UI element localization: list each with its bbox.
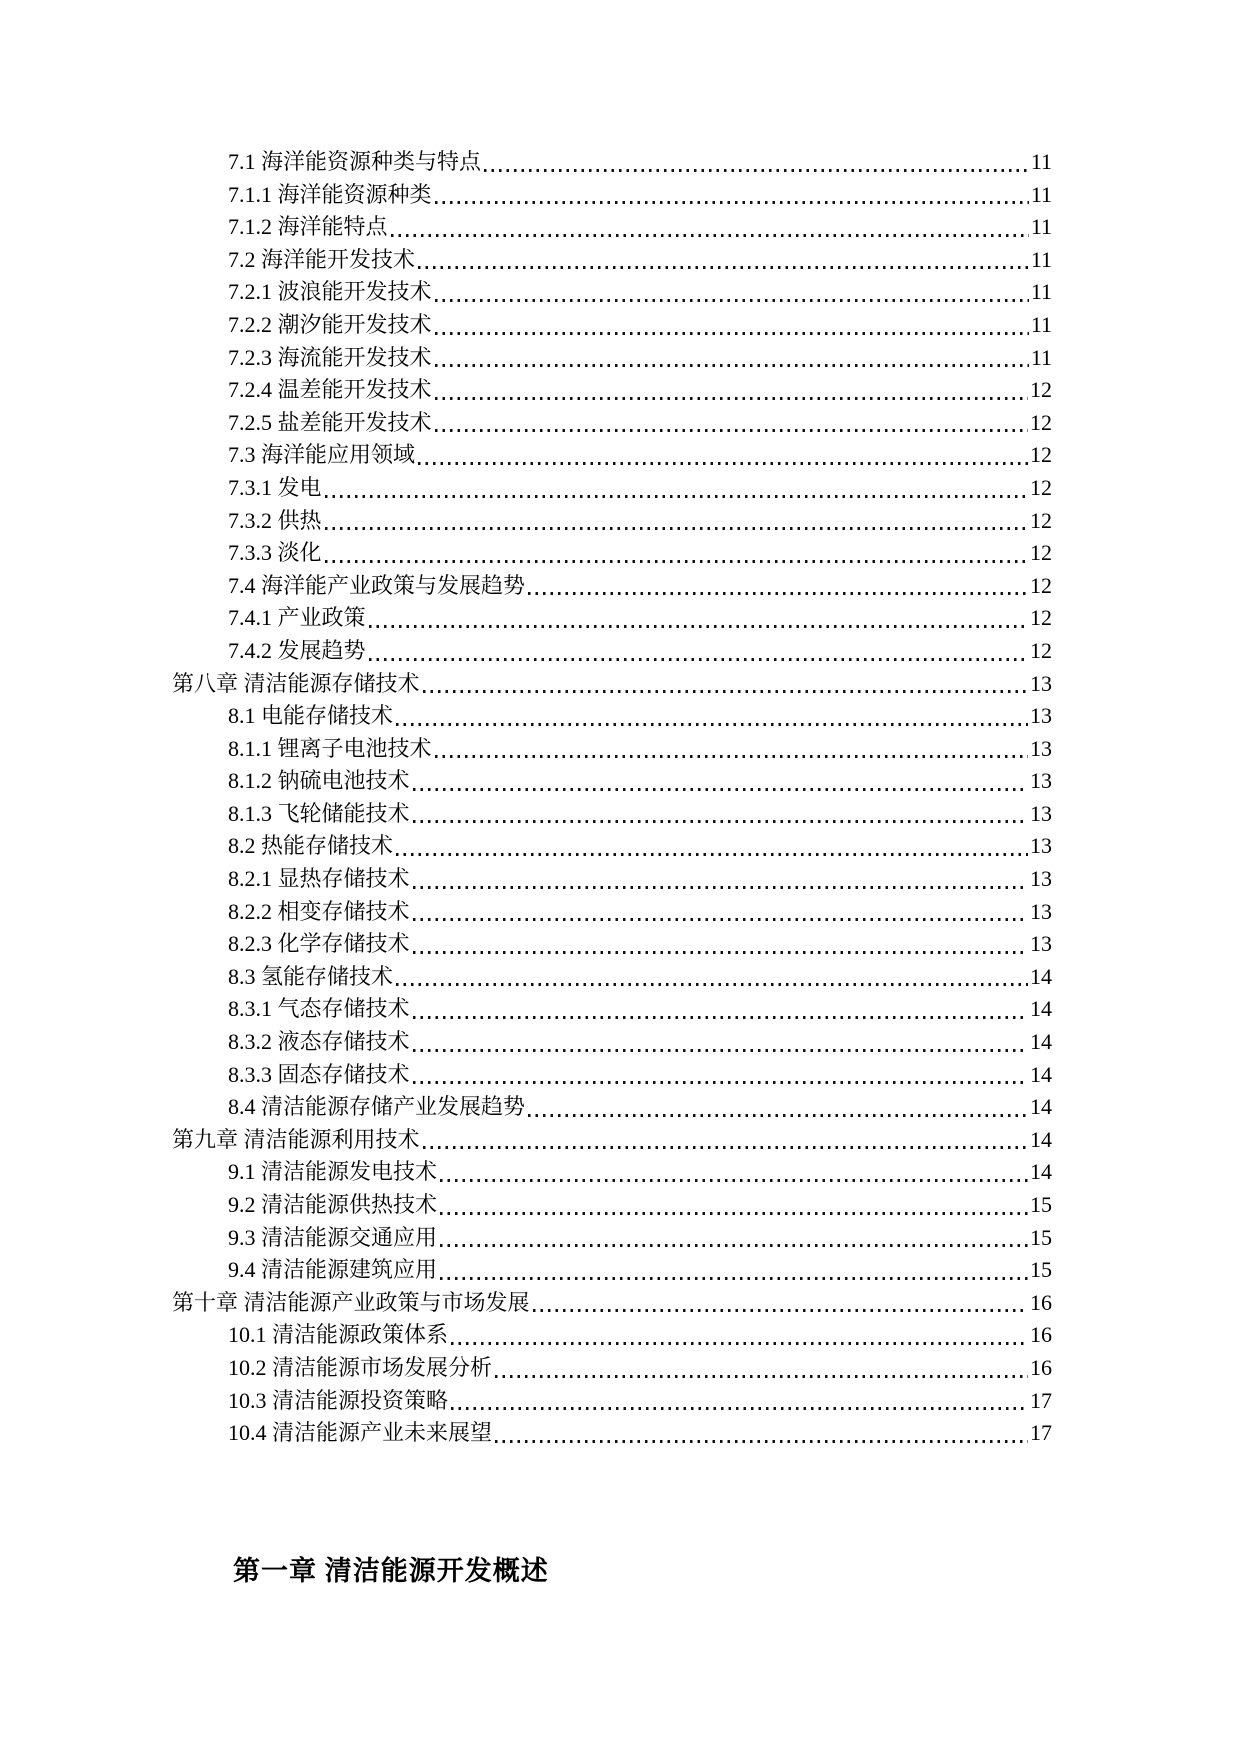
toc-entry-page-number: 16	[1030, 1289, 1052, 1315]
toc-dot-leader	[533, 1309, 1028, 1312]
toc-entry-label: 7.2.4 温差能开发技术	[228, 377, 432, 403]
toc-entry[interactable]	[172, 765, 1052, 798]
toc-entry-page-number: 12	[1030, 377, 1052, 403]
toc-entry-label: 9.2 清洁能源供热技术	[228, 1192, 438, 1217]
toc-entry-page-number: 11	[1030, 344, 1052, 370]
toc-dot-leader	[418, 462, 1028, 465]
toc-entry-page-number: 16	[1030, 1354, 1052, 1380]
toc-entry-label: 8.3.1 气态存储技术	[228, 996, 410, 1022]
toc-entry[interactable]	[172, 1091, 1052, 1124]
toc-entry-label: 8.1.1 锂离子电池技术	[228, 735, 432, 761]
toc-entry-page-number: 13	[1030, 800, 1052, 826]
toc-entry[interactable]	[172, 863, 1052, 896]
toc-entry[interactable]	[172, 342, 1052, 375]
toc-entry[interactable]	[172, 1156, 1052, 1189]
chapter-one-heading: 第一章 清洁能源开发概述	[233, 1556, 549, 1586]
toc-dot-leader	[413, 1016, 1028, 1019]
toc-entry[interactable]	[172, 1287, 1052, 1320]
toc-entry-label: 8.2.1 显热存储技术	[228, 866, 410, 892]
toc-entry-label: 7.2.2 潮汐能开发技术	[228, 311, 432, 337]
toc-entry-label: 9.4 清洁能源建筑应用	[228, 1257, 438, 1283]
toc-entry[interactable]	[172, 439, 1052, 472]
toc-dot-leader	[435, 201, 1029, 204]
toc-dot-leader	[413, 820, 1028, 823]
toc-entry-page-number: 13	[1030, 866, 1052, 892]
toc-entry-label: 7.1 海洋能资源种类与特点	[228, 149, 482, 174]
toc-entry[interactable]	[172, 146, 1052, 179]
toc-dot-leader	[435, 397, 1028, 400]
toc-entry[interactable]	[172, 505, 1052, 538]
toc-entry[interactable]	[172, 1222, 1052, 1255]
toc-entry[interactable]	[172, 733, 1052, 766]
toc-entry-label: 9.1 清洁能源发电技术	[228, 1159, 438, 1185]
toc-dot-leader	[413, 951, 1028, 954]
toc-entry-label: 7.2.3 海流能开发技术	[228, 344, 432, 370]
toc-dot-leader	[369, 658, 1028, 661]
toc-entry[interactable]	[172, 1124, 1052, 1157]
toc-dot-leader	[325, 495, 1028, 498]
toc-entry-label: 8.1 电能存储技术	[228, 703, 394, 729]
table-of-contents	[172, 146, 1052, 1450]
toc-entry-label: 7.1.1 海洋能资源种类	[228, 181, 432, 207]
toc-dot-leader	[396, 853, 1028, 856]
toc-entry-label: 8.1.2 钠硫电池技术	[228, 768, 410, 794]
toc-entry[interactable]	[172, 537, 1052, 570]
toc-entry-label: 8.1.3 飞轮储能技术	[228, 800, 410, 826]
toc-entry[interactable]	[172, 1417, 1052, 1450]
toc-entry-page-number: 17	[1030, 1420, 1052, 1446]
toc-entry-page-number: 15	[1030, 1224, 1052, 1250]
toc-dot-leader	[413, 1049, 1028, 1052]
toc-entry[interactable]	[172, 700, 1052, 733]
toc-entry-label: 7.3 海洋能应用领域	[228, 442, 416, 468]
toc-entry-page-number: 13	[1030, 735, 1052, 761]
toc-entry-page-number: 14	[1030, 1159, 1052, 1185]
toc-entry-label: 8.3.2 液态存储技术	[228, 1029, 410, 1055]
toc-entry[interactable]	[172, 928, 1052, 961]
toc-entry-page-number: 15	[1030, 1257, 1052, 1283]
toc-dot-leader	[528, 592, 1028, 595]
toc-entry-page-number: 14	[1030, 1094, 1052, 1120]
toc-entry-label: 7.2 海洋能开发技术	[228, 246, 416, 272]
toc-dot-leader	[396, 983, 1028, 986]
toc-dot-leader	[495, 1375, 1028, 1378]
toc-entry-page-number: 14	[1030, 963, 1052, 989]
toc-entry-page-number: 14	[1030, 1126, 1052, 1152]
toc-dot-leader	[369, 625, 1028, 628]
toc-entry[interactable]	[172, 1254, 1052, 1287]
toc-entry-label: 10.2 清洁能源市场发展分析	[228, 1354, 493, 1380]
toc-entry-label: 7.4.1 产业政策	[228, 605, 366, 631]
toc-entry-page-number: 13	[1030, 833, 1052, 859]
toc-dot-leader	[413, 886, 1028, 889]
toc-entry-label: 8.2.2 相变存储技术	[228, 898, 410, 924]
toc-dot-leader	[413, 918, 1028, 921]
toc-entry-page-number: 13	[1030, 670, 1052, 696]
toc-entry[interactable]	[172, 179, 1052, 212]
toc-entry[interactable]	[172, 276, 1052, 309]
toc-entry[interactable]	[172, 472, 1052, 505]
toc-dot-leader	[451, 1342, 1028, 1345]
toc-entry[interactable]	[172, 1026, 1052, 1059]
toc-entry[interactable]	[172, 1352, 1052, 1385]
toc-entry[interactable]	[172, 1319, 1052, 1352]
toc-entry-label: 8.3 氢能存储技术	[228, 963, 394, 989]
toc-entry[interactable]	[172, 798, 1052, 831]
toc-dot-leader	[528, 1114, 1028, 1117]
toc-entry[interactable]	[172, 668, 1052, 701]
toc-entry[interactable]	[172, 309, 1052, 342]
toc-entry-page-number: 14	[1030, 996, 1052, 1022]
toc-entry-page-number: 13	[1030, 703, 1052, 729]
toc-entry[interactable]	[172, 1189, 1052, 1222]
toc-dot-leader	[423, 1146, 1028, 1149]
toc-entry-label: 第九章 清洁能源利用技术	[172, 1126, 420, 1152]
toc-entry-label: 7.2.5 盐差能开发技术	[228, 409, 432, 435]
toc-entry-label: 10.4 清洁能源产业未来展望	[228, 1420, 493, 1446]
toc-entry-label: 10.3 清洁能源投资策略	[228, 1387, 449, 1413]
toc-entry-page-number: 16	[1030, 1322, 1052, 1348]
toc-entry-page-number: 12	[1030, 507, 1052, 533]
toc-entry[interactable]	[172, 896, 1052, 929]
toc-entry[interactable]	[172, 570, 1052, 603]
toc-dot-leader	[435, 364, 1029, 367]
toc-entry-page-number: 11	[1030, 181, 1052, 207]
toc-dot-leader	[418, 266, 1029, 269]
toc-dot-leader	[440, 1179, 1028, 1182]
toc-dot-leader	[451, 1407, 1028, 1410]
toc-entry[interactable]	[172, 830, 1052, 863]
toc-entry-page-number: 11	[1030, 279, 1052, 305]
toc-dot-leader	[440, 1277, 1028, 1280]
toc-entry[interactable]	[172, 993, 1052, 1026]
toc-entry[interactable]	[172, 1385, 1052, 1418]
toc-entry-label: 8.4 清洁能源存储产业发展趋势	[228, 1094, 526, 1120]
toc-dot-leader	[484, 169, 1029, 172]
toc-entry-page-number: 14	[1030, 1029, 1052, 1055]
toc-dot-leader	[435, 299, 1029, 302]
toc-entry[interactable]	[172, 602, 1052, 635]
toc-entry[interactable]	[172, 211, 1052, 244]
toc-entry-page-number: 11	[1030, 149, 1052, 174]
toc-entry-label: 7.2.1 波浪能开发技术	[228, 279, 432, 305]
toc-entry-page-number: 11	[1030, 311, 1052, 337]
toc-dot-leader	[325, 560, 1028, 563]
toc-entry-label: 7.3.2 供热	[228, 507, 322, 533]
toc-entry-page-number: 12	[1030, 442, 1052, 468]
toc-entry-page-number: 17	[1030, 1387, 1052, 1413]
toc-entry-page-number: 15	[1030, 1192, 1052, 1217]
toc-dot-leader	[423, 690, 1028, 693]
toc-entry-page-number: 13	[1030, 898, 1052, 924]
toc-entry-label: 第十章 清洁能源产业政策与市场发展	[172, 1289, 530, 1315]
toc-entry-label: 10.1 清洁能源政策体系	[228, 1322, 449, 1348]
toc-dot-leader	[440, 1244, 1028, 1247]
toc-entry-label: 7.3.3 淡化	[228, 540, 322, 566]
toc-entry[interactable]	[172, 961, 1052, 994]
toc-entry[interactable]	[172, 1059, 1052, 1092]
toc-dot-leader	[413, 1081, 1028, 1084]
toc-entry[interactable]	[172, 407, 1052, 440]
toc-dot-leader	[435, 429, 1028, 432]
toc-entry-page-number: 12	[1030, 637, 1052, 663]
toc-entry-page-number: 12	[1030, 605, 1052, 631]
toc-dot-leader	[391, 234, 1029, 237]
toc-dot-leader	[413, 788, 1028, 791]
toc-entry-page-number: 12	[1030, 409, 1052, 435]
toc-entry-page-number: 12	[1030, 474, 1052, 500]
toc-entry[interactable]	[172, 244, 1052, 277]
toc-entry-page-number: 11	[1030, 214, 1052, 240]
toc-entry-page-number: 11	[1030, 246, 1052, 272]
toc-entry-page-number: 12	[1030, 572, 1052, 598]
toc-dot-leader	[435, 332, 1029, 335]
toc-entry-label: 8.2.3 化学存储技术	[228, 931, 410, 957]
toc-entry-label: 8.2 热能存储技术	[228, 833, 394, 859]
toc-entry-label: 7.4.2 发展趋势	[228, 637, 366, 663]
toc-entry-page-number: 14	[1030, 1061, 1052, 1087]
toc-dot-leader	[435, 755, 1028, 758]
toc-entry-label: 7.1.2 海洋能特点	[228, 214, 388, 240]
toc-dot-leader	[396, 723, 1028, 726]
toc-dot-leader	[325, 527, 1028, 530]
toc-entry-label: 9.3 清洁能源交通应用	[228, 1224, 438, 1250]
toc-entry-label: 8.3.3 固态存储技术	[228, 1061, 410, 1087]
toc-dot-leader	[495, 1440, 1028, 1443]
toc-entry-page-number: 13	[1030, 931, 1052, 957]
toc-entry-label: 7.3.1 发电	[228, 474, 322, 500]
toc-entry[interactable]	[172, 374, 1052, 407]
toc-entry-page-number: 13	[1030, 768, 1052, 794]
toc-entry[interactable]	[172, 635, 1052, 668]
toc-entry-page-number: 12	[1030, 540, 1052, 566]
toc-entry-label: 第八章 清洁能源存储技术	[172, 670, 420, 696]
toc-dot-leader	[440, 1212, 1028, 1215]
toc-entry-label: 7.4 海洋能产业政策与发展趋势	[228, 572, 526, 598]
